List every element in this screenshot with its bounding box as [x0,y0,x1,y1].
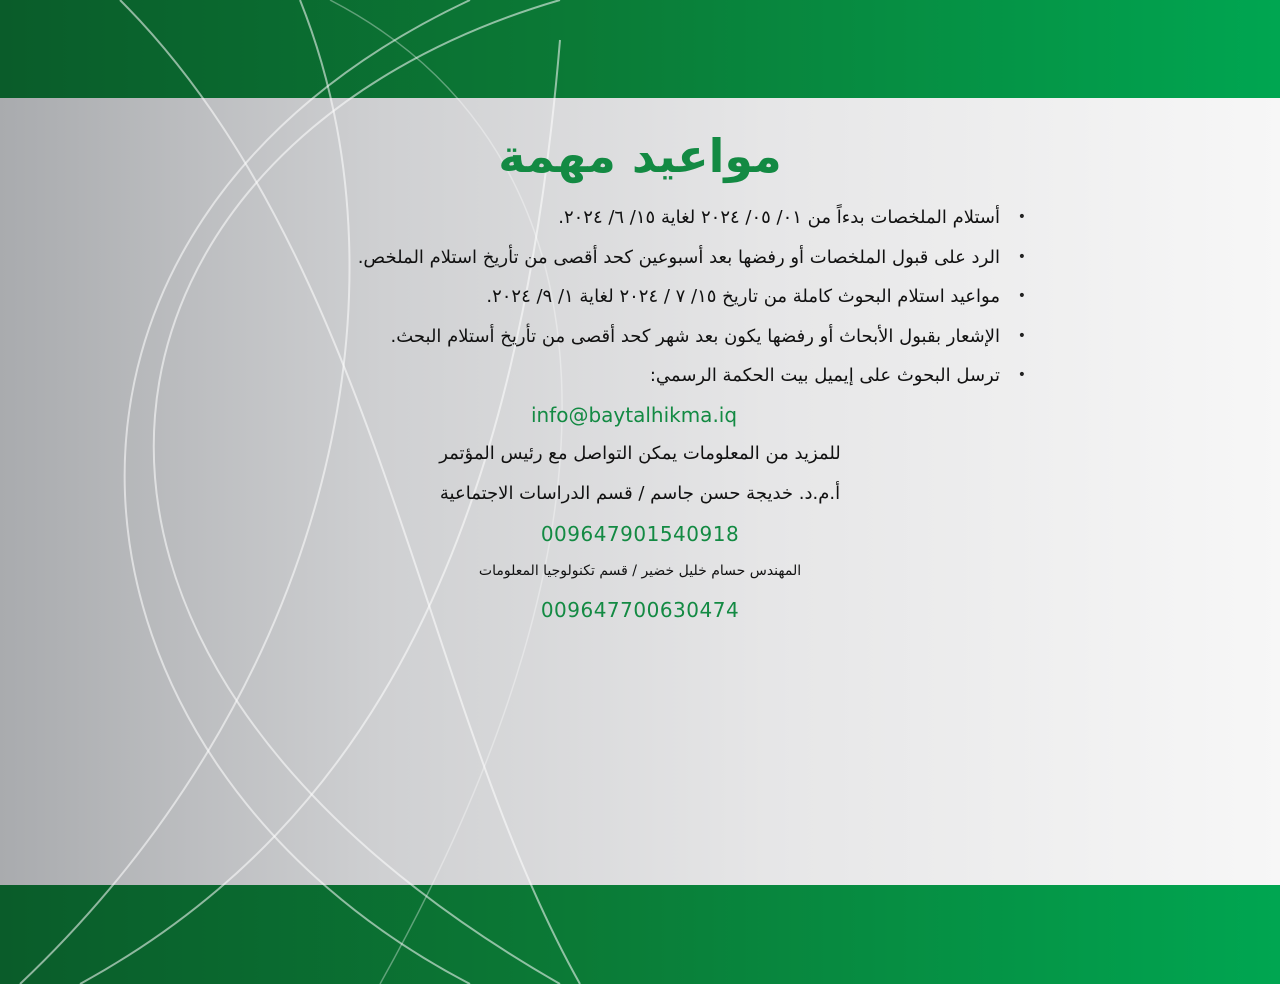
list-item [206,198,1026,238]
bullet-icon: • [1017,288,1026,304]
more-info-text: للمزيد من المعلومات يمكن التواصل مع رئيس المؤتمر [439,443,841,464]
dates-list [206,198,1026,396]
list-item [206,238,1026,278]
email-link[interactable]: info@baytalhikma.iq [530,403,738,427]
list-item [206,356,1026,396]
contact-2-name: المهندس حسام خليل خضير / قسم تكنولوجيا المعلومات [478,563,802,579]
list-item-text: أستلام الملخصات بدءاً من ٠١/ ٠٥/ ٢٠٢٤ لغاية ١٥/ ٦/ ٢٠٢٤. [558,207,1000,228]
list-item-text: ترسل البحوث على إيميل بيت الحكمة الرسمي: [649,365,1000,386]
list-item [206,317,1026,357]
list-item [206,277,1026,317]
contact-1-name: أ.م.د. خديجة حسن جاسم / قسم الدراسات الاجتماعية [439,483,841,504]
bullet-icon: • [1017,327,1026,344]
list-item-text: مواعيد استلام البحوث كاملة من تاريخ ١٥/ ٧ / ٢٠٢٤ لغاية ١/ ٩/ ٢٠٢٤. [486,286,1000,307]
bullet-icon: • [1017,367,1026,383]
bullet-icon: • [1017,248,1026,265]
bullet-icon: • [1017,209,1026,225]
page-title: مواعيد مهمة [498,129,782,183]
contact-1-phone: 009647901540918 [540,522,740,546]
contact-2-phone: 009647700630474 [540,598,740,622]
list-item-text: الرد على قبول الملخصات أو رفضها بعد أسبوعين كحد أقصى من تأريخ استلام الملخص. [357,246,1000,268]
list-item-text: الإشعار بقبول الأبحاث أو رفضها يكون بعد شهر كحد أقصى من تأريخ أستلام البحث. [390,325,1000,347]
